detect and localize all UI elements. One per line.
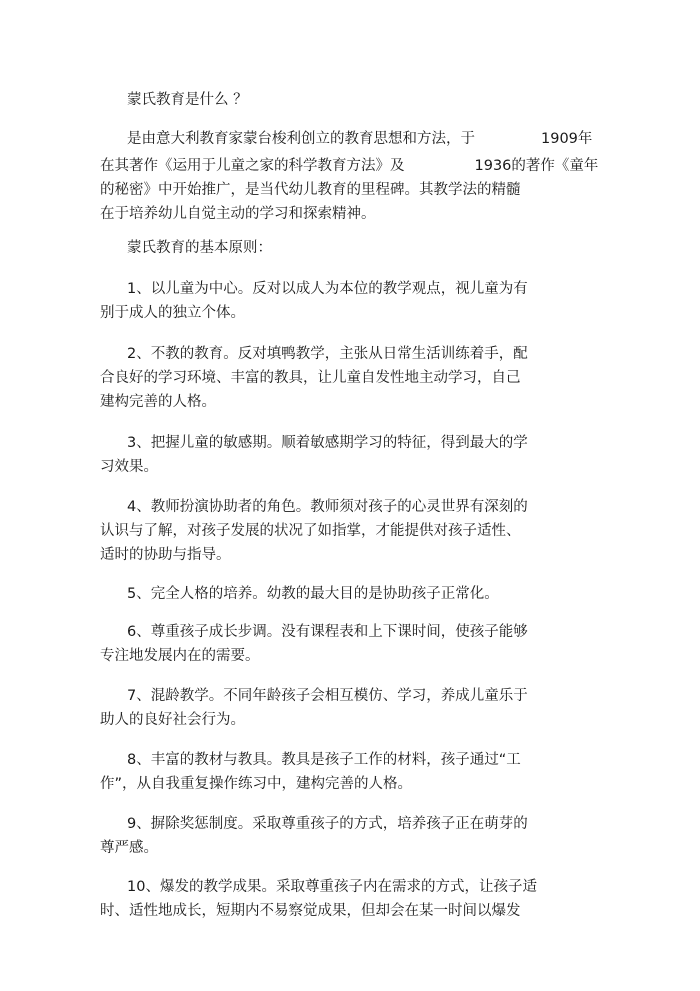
intro-year-1909: 1909年 — [541, 131, 593, 147]
principle-text: 6、尊重孩子成长步调。没有课程表和上下课时间，使孩子能够 — [127, 624, 528, 640]
principle-text: 作”，从自我重复操作练习中，建构完善的人格。 — [100, 776, 413, 792]
page-title: 蒙氏教育是什么 ？ — [127, 92, 248, 108]
principle-text: 5、完全人格的培养。幼教的最大目的是协助孩子正常化。 — [127, 586, 499, 602]
intro-year-1936: 1936的著作《童年 — [474, 158, 599, 174]
principle-text: 认识与了解，对孩子发展的状况了如指掌，才能提供对孩子适性、 — [100, 523, 521, 539]
principle-text: 4、教师扮演协助者的角色。教师须对孩子的心灵世界有深刻的 — [127, 499, 528, 515]
principle-text: 时、适性地成长，短期内不易察觉成果，但却会在某一时间以爆发 — [100, 903, 521, 919]
intro-text: 的秘密》中开始推广，是当代幼儿教育的里程碑。其教学法的精髓 — [100, 182, 521, 198]
principle-text: 尊严感。 — [100, 840, 158, 856]
principle-text: 习效果。 — [100, 459, 158, 475]
principle-text: 3、把握儿童的敏感期。顺着敏感期学习的特征，得到最大的学 — [127, 435, 528, 451]
principle-text: 1、以儿童为中心。反对以成人为本位的教学观点，视儿童为有 — [127, 281, 528, 297]
principle-text: 7、混龄教学。不同年龄孩子会相互模仿、学习，养成儿童乐于 — [127, 688, 528, 704]
principle-text: 别于成人的独立个体。 — [100, 305, 245, 321]
section-heading: 蒙氏教育的基本原则： — [127, 240, 272, 256]
principle-text: 10、爆发的教学成果。采取尊重孩子内在需求的方式，让孩子适 — [127, 879, 537, 895]
intro-text: 在于培养幼儿自觉主动的学习和探索精神。 — [100, 206, 376, 222]
principle-text: 合良好的学习环境、丰富的教具，让儿童自发性地主动学习，自己 — [100, 370, 521, 386]
principle-text: 建构完善的人格。 — [100, 394, 216, 410]
principle-text: 助人的良好社会行为。 — [100, 712, 245, 728]
principle-text: 适时的协助与指导。 — [100, 547, 231, 563]
intro-text: 在其著作《运用于儿童之家的科学教育方法》及 — [100, 158, 405, 174]
principle-text: 2、不教的教育。反对填鸭教学，主张从日常生活训练着手，配 — [127, 346, 528, 362]
principle-text: 9、摒除奖惩制度。采取尊重孩子的方式，培养孩子正在萌芽的 — [127, 816, 528, 832]
principle-text: 8、丰富的教材与教具。教具是孩子工作的材料，孩子通过“工 — [127, 752, 521, 768]
intro-text: 是由意大利教育家蒙台梭利创立的教育思想和方法，于 — [127, 131, 475, 147]
principle-text: 专注地发展内在的需要。 — [100, 648, 260, 664]
